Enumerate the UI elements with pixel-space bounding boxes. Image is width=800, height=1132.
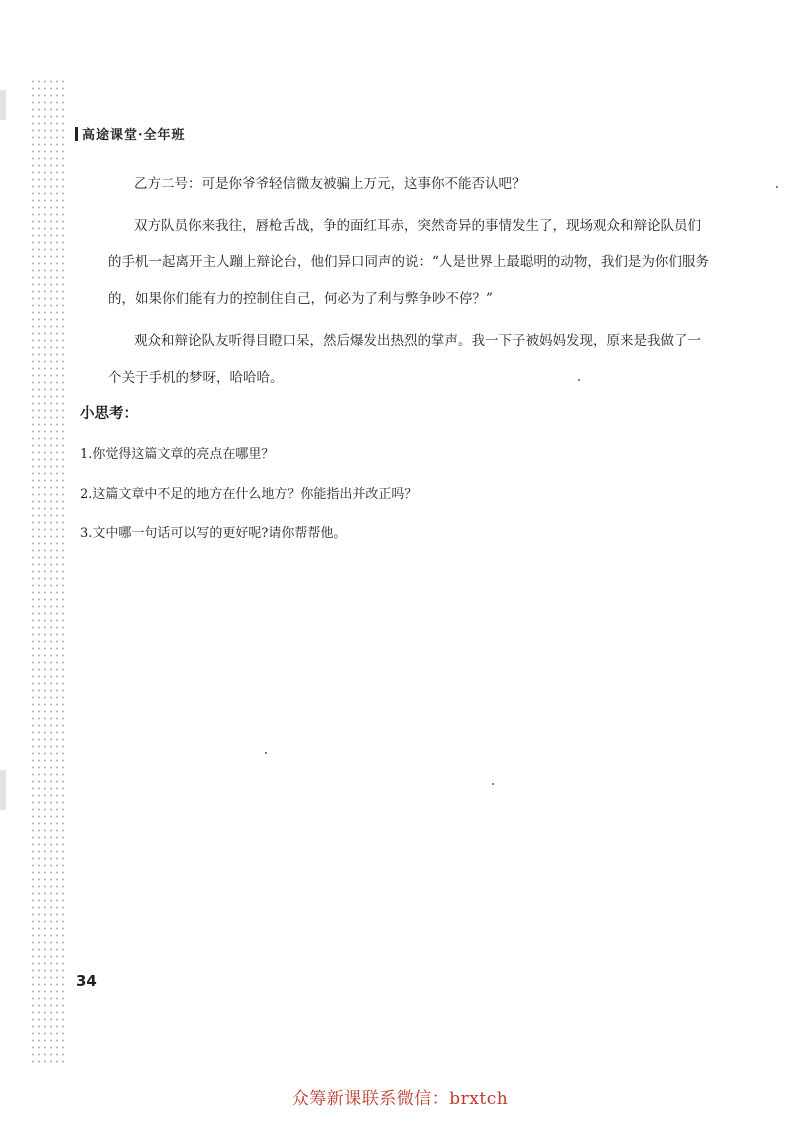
scan-edge-mark bbox=[0, 90, 6, 120]
scan-speck bbox=[776, 186, 778, 188]
dotted-binding-margin bbox=[30, 78, 64, 1063]
scan-speck bbox=[492, 783, 494, 785]
body-line: 个关于手机的梦呀，哈哈哈。 bbox=[108, 370, 284, 386]
scan-edge-mark bbox=[0, 770, 6, 810]
question-item: 1.你觉得这篇文章的亮点在哪里？ bbox=[80, 447, 275, 462]
think-section-title: 小思考： bbox=[80, 405, 138, 422]
body-line: 的手机一起离开主人蹦上辩论台，他们异口同声的说：“人是世界上最聪明的动物，我们是为你们服务 bbox=[108, 254, 709, 270]
question-item: 2.这篇文章中不足的地方在什么地方？你能指出并改正吗？ bbox=[80, 487, 418, 502]
question-item: 3.文中哪一句话可以写的更好呢?请你帮帮他。 bbox=[80, 526, 347, 541]
scan-speck bbox=[265, 752, 267, 754]
header-bar-icon bbox=[75, 127, 78, 141]
series-title: 高途课堂·全年班 bbox=[82, 128, 186, 143]
page-header bbox=[75, 124, 186, 143]
body-line: 的，如果你们能有力的控制住自己，何必为了利与弊争吵不停？” bbox=[108, 291, 493, 307]
watermark-text: 众筹新课联系微信：brxtch bbox=[291, 1089, 509, 1109]
page-number: 34 bbox=[76, 972, 97, 990]
scan-speck bbox=[578, 379, 580, 381]
body-line: 乙方二号：可是你爷爷轻信微友被骗上万元，这事你不能否认吧？ bbox=[134, 176, 526, 192]
body-line: 观众和辩论队友听得目瞪口呆，然后爆发出热烈的掌声。我一下子被妈妈发现，原来是我做了一 bbox=[134, 333, 701, 349]
body-line: 双方队员你来我往，唇枪舌战，争的面红耳赤，突然奇异的事情发生了，现场观众和辩论队员们 bbox=[134, 218, 701, 234]
